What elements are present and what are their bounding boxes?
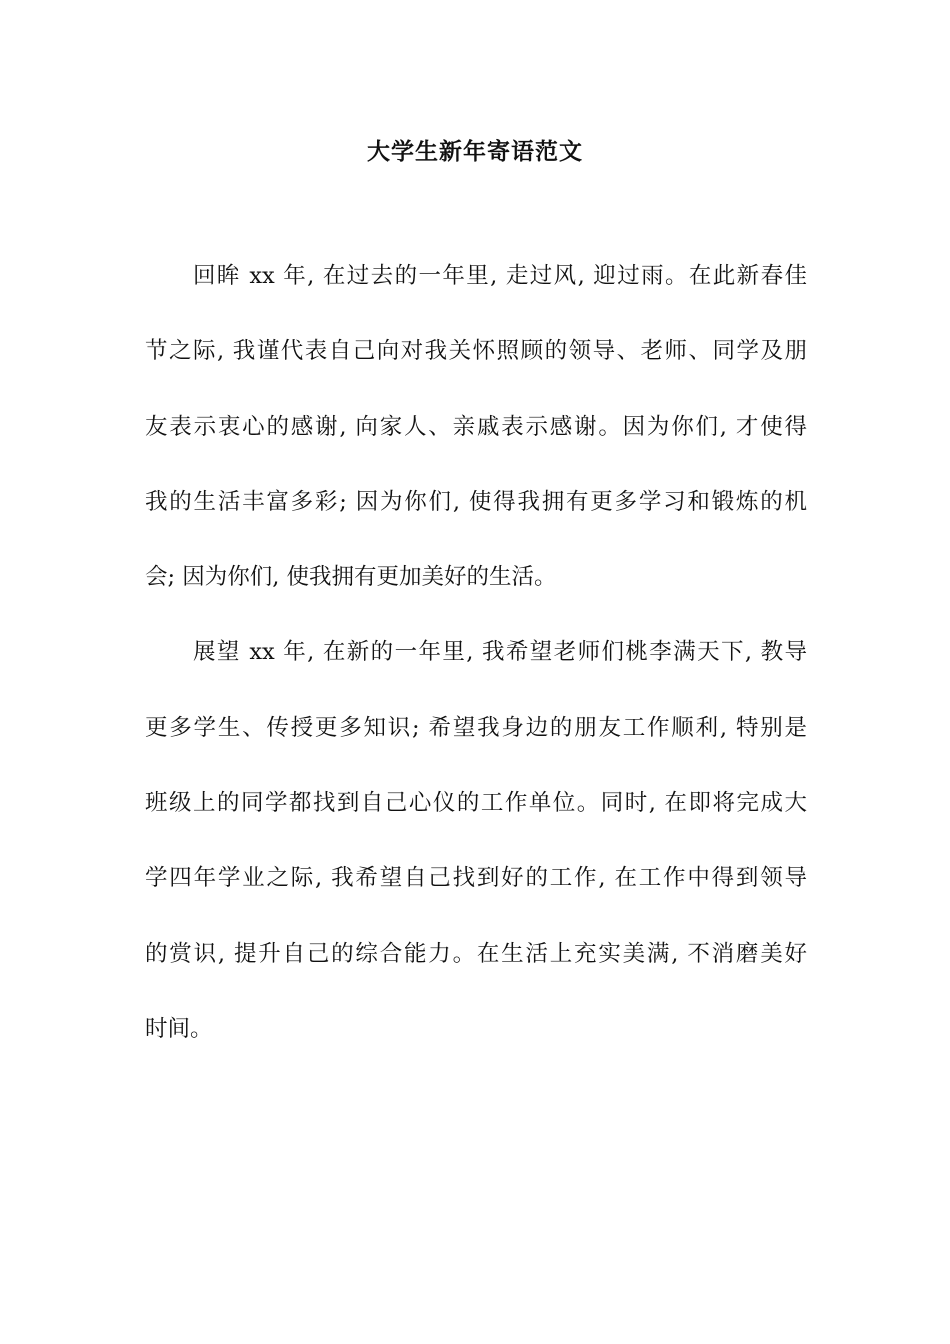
- text-line: 展望 xx 年, 在新的一年里, 我希望老师们桃李满天下, 教导: [193, 639, 807, 666]
- text-line: 班级上的同学都找到自己心仪的工作单位。同时, 在即将完成大: [145, 790, 807, 817]
- document-body: [145, 258, 807, 1086]
- text-line: 学四年学业之际, 我希望自己找到好的工作, 在工作中得到领导: [145, 865, 807, 892]
- text-line: 回眸 xx 年, 在过去的一年里, 走过风, 迎过雨。在此新春佳: [193, 263, 807, 289]
- text-line: 的赏识, 提升自己的综合能力。在生活上充实美满, 不消磨美好: [145, 940, 807, 967]
- text-line: 更多学生、传授更多知识; 希望我身边的朋友工作顺利, 特别是: [145, 714, 807, 741]
- document-title: 大学生新年寄语范文: [367, 138, 583, 165]
- paragraph-1: [145, 258, 807, 634]
- paragraph-2: [145, 634, 807, 1086]
- text-line: 友表示衷心的感谢, 向家人、亲戚表示感谢。因为你们, 才使得: [145, 413, 807, 440]
- text-line: 节之际, 我谨代表自己向对我关怀照顾的领导、老师、同学及朋: [145, 338, 807, 365]
- text-line: 时间。: [145, 1015, 213, 1042]
- text-line: 会; 因为你们, 使我拥有更加美好的生活。: [145, 564, 557, 591]
- text-line: 我的生活丰富多彩; 因为你们, 使得我拥有更多学习和锻炼的机: [145, 488, 807, 515]
